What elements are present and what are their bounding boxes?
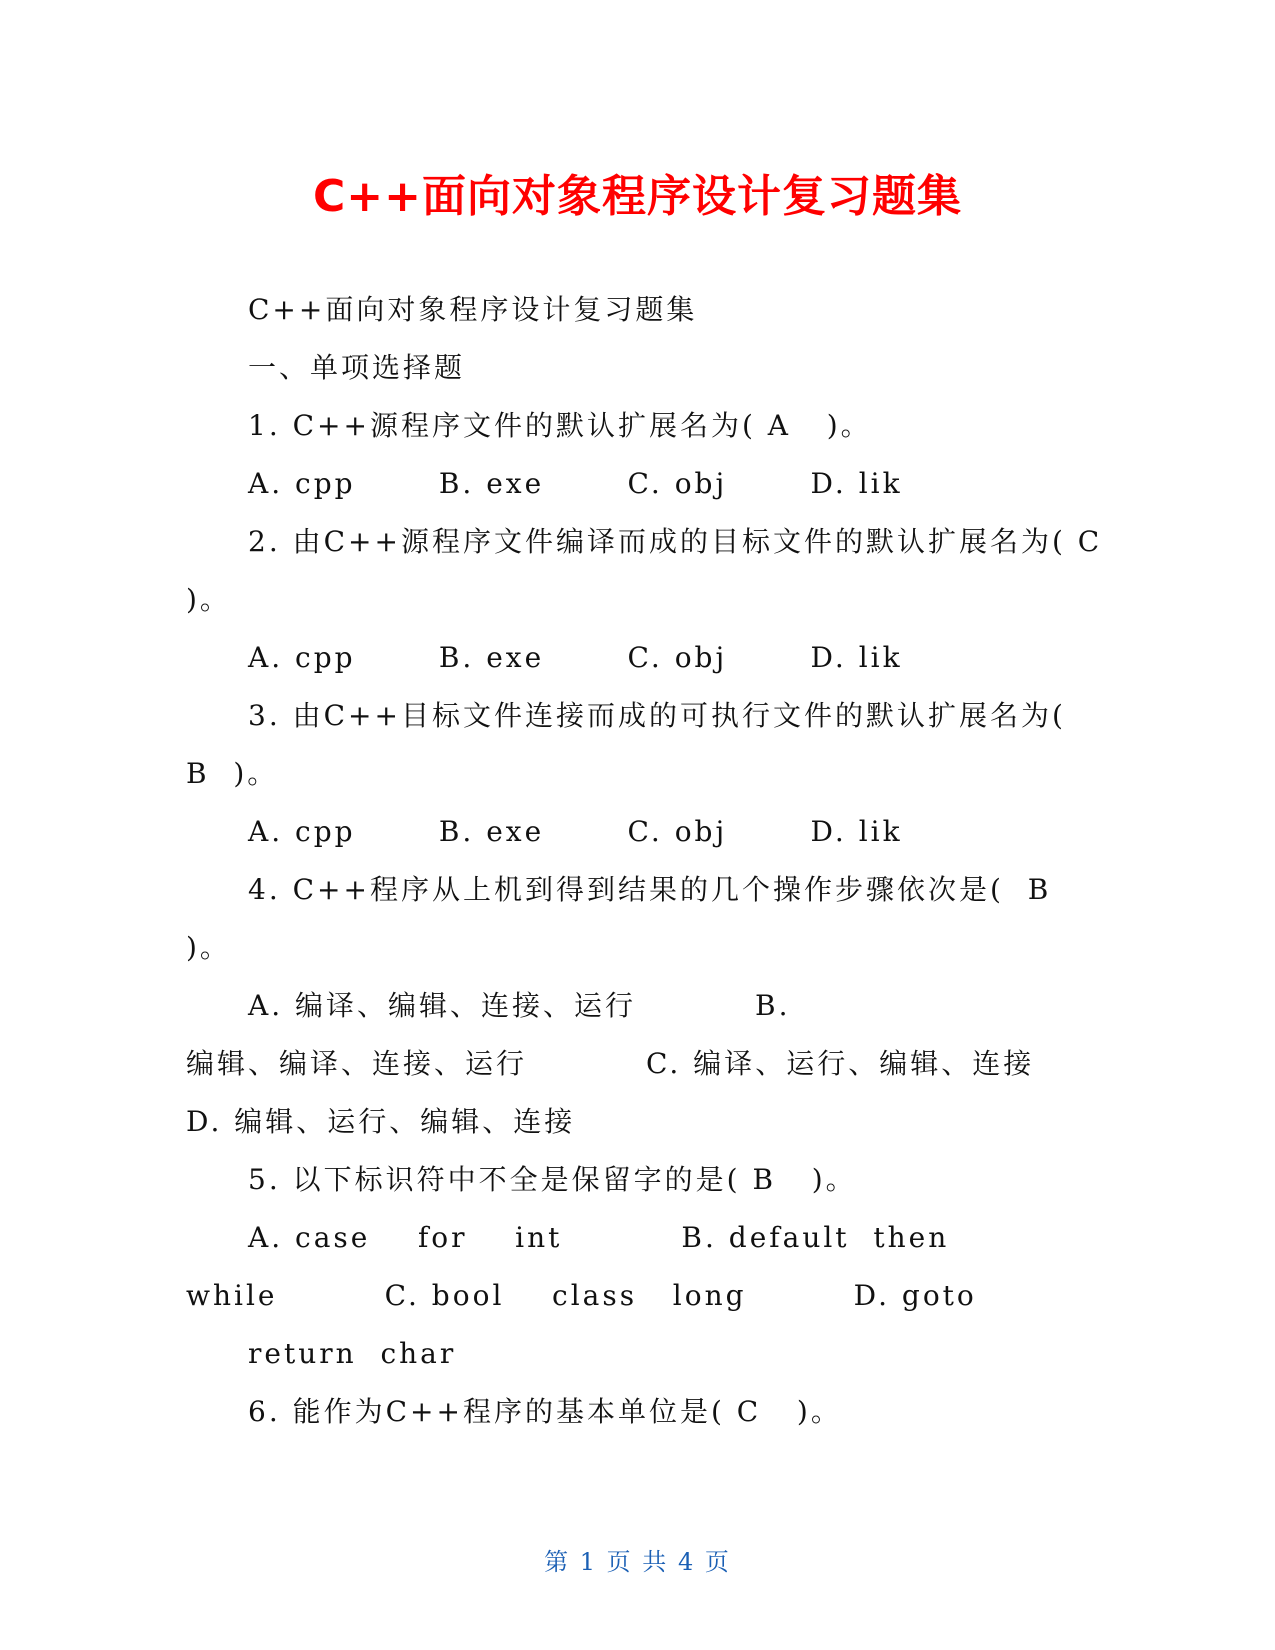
question-4-options-line-1: A. 编译、编辑、连接、运行 B.	[248, 989, 791, 1022]
question-1-options: A. cpp B. exe C. obj D. lik	[248, 467, 903, 500]
question-4-options-line-3: D. 编辑、运行、编辑、连接	[186, 1105, 576, 1138]
section-heading: 一、单项选择题	[248, 351, 466, 384]
question-4: 4. C++程序从上机到得到结果的几个操作步骤依次是( B	[248, 873, 1052, 906]
body-line: C++面向对象程序设计复习题集	[248, 293, 698, 326]
question-5-options-line-2: while C. bool class long D. goto	[186, 1279, 977, 1312]
question-3-options: A. cpp B. exe C. obj D. lik	[248, 815, 903, 848]
question-2-options: A. cpp B. exe C. obj D. lik	[248, 641, 903, 674]
question-3-continued: B )。	[186, 757, 279, 790]
question-2: 2. 由C++源程序文件编译而成的目标文件的默认扩展名为( C	[248, 525, 1103, 558]
document-title: C++面向对象程序设计复习题集	[312, 171, 963, 222]
question-2-continued: )。	[186, 583, 231, 616]
question-4-options-line-2: 编辑、编译、连接、运行 C. 编译、运行、编辑、连接	[186, 1047, 1035, 1080]
question-5: 5. 以下标识符中不全是保留字的是( B )。	[248, 1163, 857, 1196]
question-4-continued: )。	[186, 931, 231, 964]
question-1: 1. C++源程序文件的默认扩展名为( A )。	[248, 409, 872, 442]
question-6: 6. 能作为C++程序的基本单位是( C )。	[248, 1395, 842, 1428]
page-number-footer: 第 1 页 共 4 页	[544, 1548, 731, 1576]
question-5-options-line-1: A. case for int B. default then	[248, 1221, 950, 1254]
question-5-options-line-3: return char	[248, 1337, 457, 1370]
question-3: 3. 由C++目标文件连接而成的可执行文件的默认扩展名为(	[248, 699, 1066, 732]
